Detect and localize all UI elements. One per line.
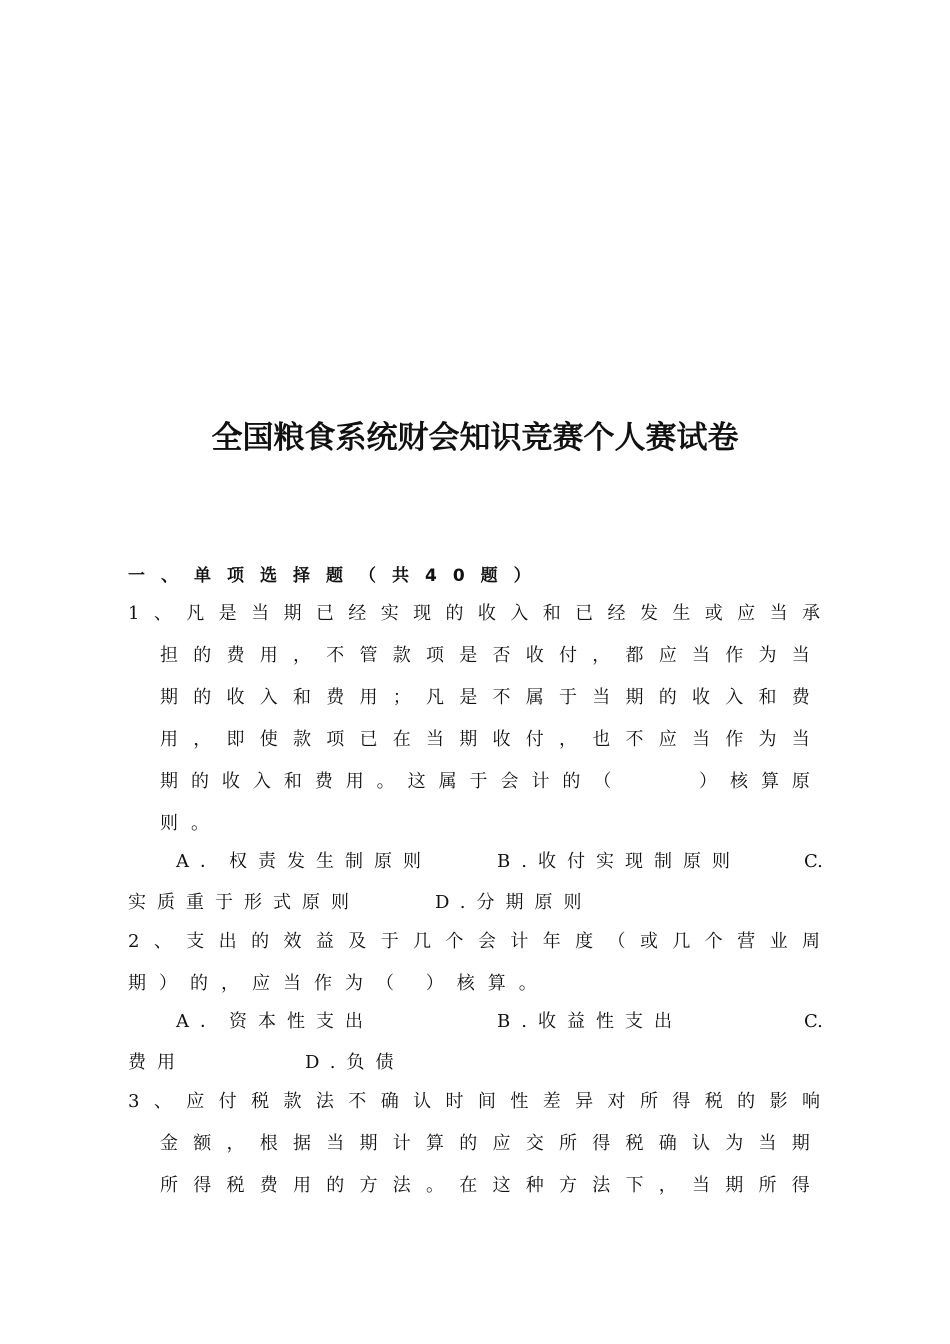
q1-option-b: B.收付实现制原则 — [497, 851, 741, 872]
q3-line-3: 所 得 税 费 用 的 方 法 。 在 这 种 方 法 下 ， 当 期 所 得 — [160, 1175, 810, 1196]
q1-line-4: 用 ， 即 使 款 项 已 在 当 期 收 付 ， 也 不 应 当 作 为 当 — [160, 729, 810, 750]
q1-line-2: 担 的 费 用 ， 不 管 款 项 是 否 收 付 ， 都 应 当 作 为 当 — [160, 645, 810, 666]
document-title: 全国粮食系统财会知识竞赛个人赛试卷 — [211, 420, 739, 456]
q1-option-d: D.分期原则 — [435, 892, 593, 913]
q2-option-b: B.收益性支出 — [497, 1011, 683, 1032]
q1-line-3: 期 的 收 入 和 费 用 ； 凡 是 不 属 于 当 期 的 收 入 和 费 — [160, 687, 810, 708]
q1-line-1: 1 、 凡 是 当 期 已 经 实 现 的 收 入 和 已 经 发 生 或 应 当 承 — [128, 603, 820, 624]
q2-option-a: A．资本性支出 — [176, 1011, 374, 1032]
q2-option-c-prefix: C. — [804, 1011, 823, 1032]
q1-line-5: 期 的 收 入 和 费 用 。 这 属 于 会 计 的 （ ） 核 算 原 — [160, 771, 810, 792]
q2-line-2: 期）的，应当作为（ ）核算。 — [128, 973, 550, 994]
q1-option-a: A．权责发生制原则 — [176, 851, 432, 872]
q3-line-1: 3 、 应 付 税 款 法 不 确 认 时 间 性 差 异 对 所 得 税 的 影 响 — [128, 1091, 820, 1112]
q2-option-d: D.负债 — [305, 1052, 405, 1073]
q2-line-1: 2 、 支 出 的 效 益 及 于 几 个 会 计 年 度 （ 或 几 个 营 业 周 — [128, 931, 820, 952]
q1-line-6: 则。 — [160, 813, 222, 834]
section-heading: 一、单项选择题（共40题） — [128, 566, 547, 586]
q3-line-2: 金 额 ， 根 据 当 期 计 算 的 应 交 所 得 税 确 认 为 当 期 — [160, 1133, 810, 1154]
q2-option-c-text: 费用 — [128, 1052, 186, 1073]
q1-option-c-prefix: C. — [804, 851, 823, 872]
q1-option-c-text: 实质重于形式原则 — [128, 892, 360, 913]
